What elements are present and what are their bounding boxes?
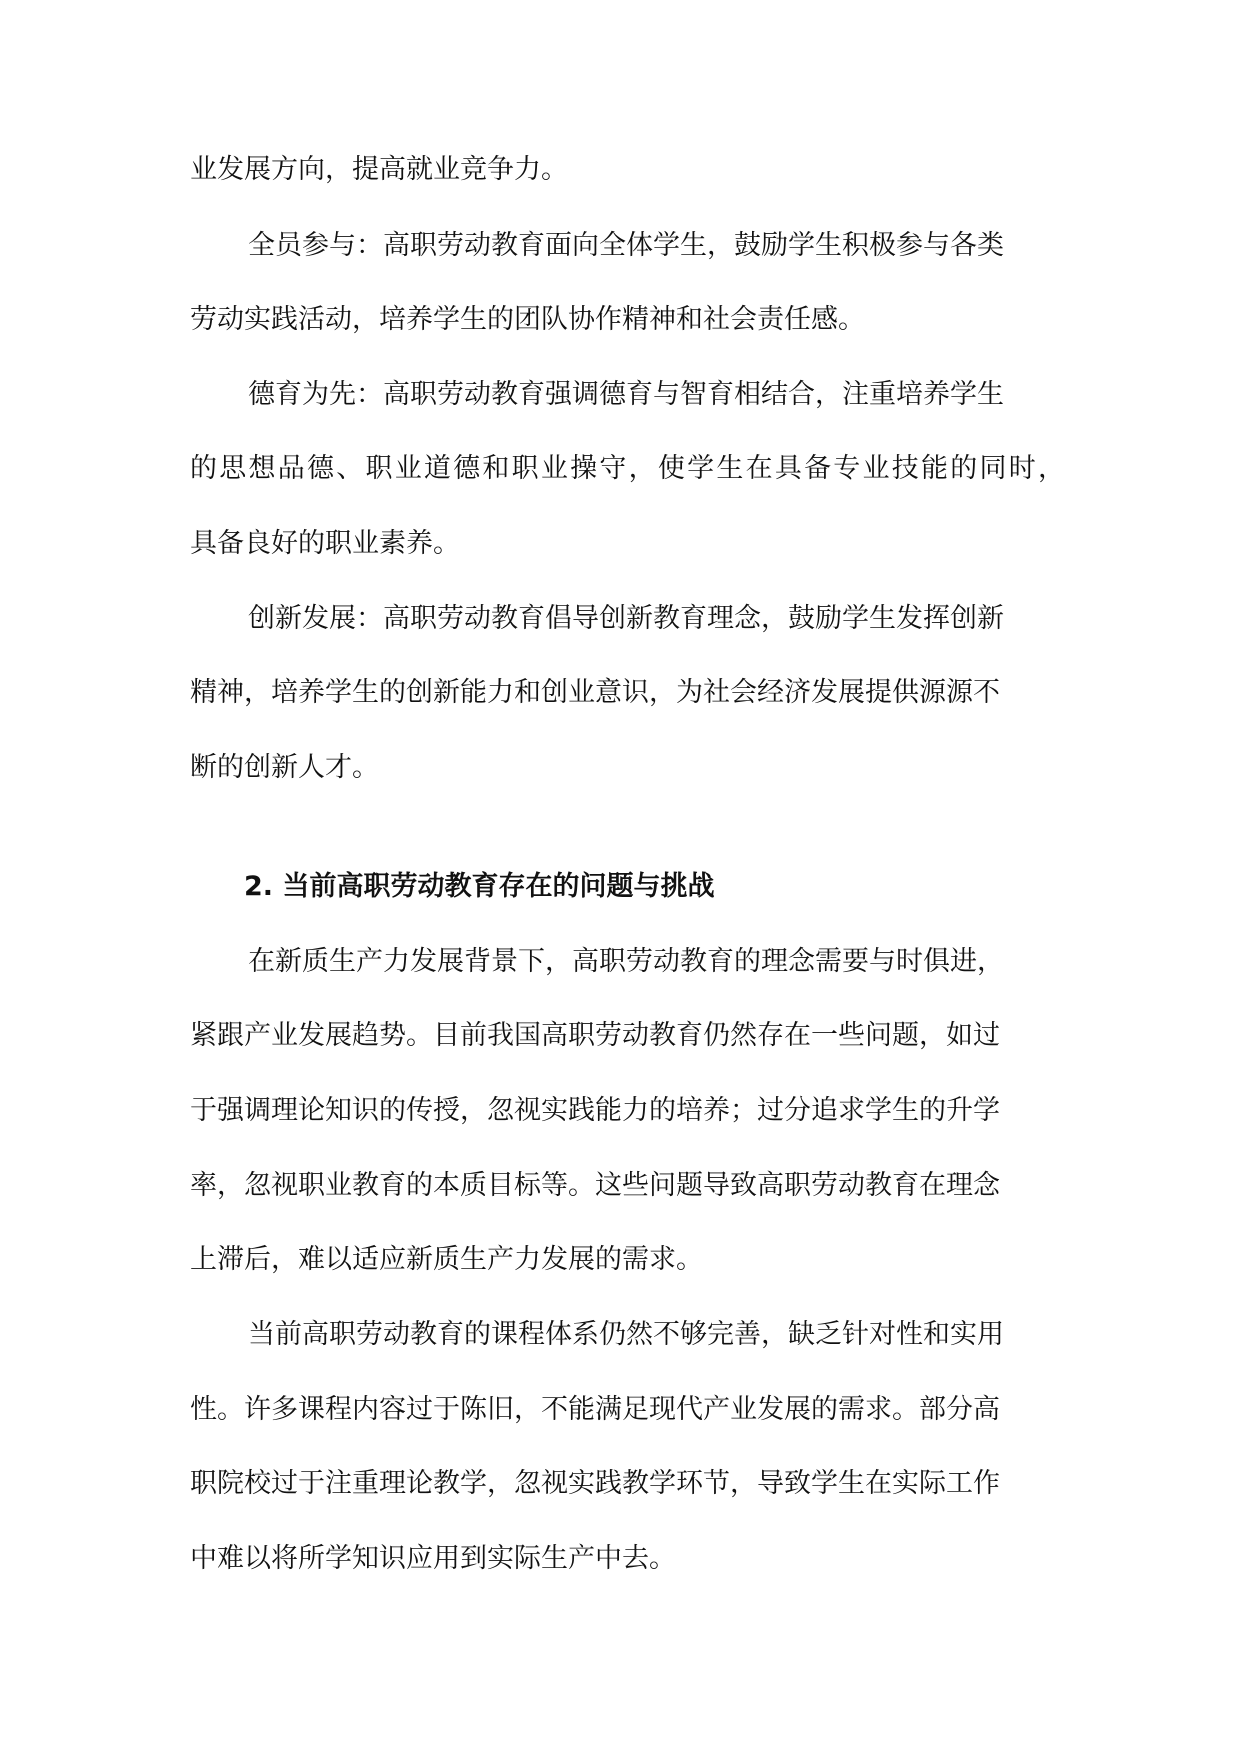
- paragraph-line: [0, 216, 1241, 276]
- paragraph-line: [0, 1081, 1241, 1141]
- section-heading-line: [0, 857, 1241, 917]
- text-line: 于强调理论知识的传授，忽视实践能力的培养；过分追求学生的升学: [190, 1095, 1000, 1126]
- text-line: 精神，培养学生的创新能力和创业意识，为社会经济发展提供源源不: [190, 677, 1000, 708]
- text-line: 全员参与：高职劳动教育面向全体学生，鼓励学生积极参与各类: [248, 230, 1004, 261]
- text-line: 劳动实践活动，培养学生的团队协作精神和社会责任感。: [190, 304, 865, 335]
- text-line: 当前高职劳动教育的课程体系仍然不够完善，缺乏针对性和实用: [248, 1319, 1004, 1350]
- text-line: 上滞后，难以适应新质生产力发展的需求。: [190, 1244, 703, 1275]
- text-line: 职院校过于注重理论教学，忽视实践教学环节，导致学生在实际工作: [190, 1468, 1000, 1499]
- paragraph-line: [0, 1380, 1241, 1440]
- paragraph-line: [0, 1529, 1241, 1589]
- text-line: 具备良好的职业素养。: [190, 528, 460, 559]
- paragraph-line: [0, 1156, 1241, 1216]
- paragraph-line: [0, 140, 1241, 200]
- paragraph-line: [0, 1454, 1241, 1514]
- paragraph-line: [0, 1230, 1241, 1290]
- paragraph-line: [0, 738, 1241, 798]
- text-line: 创新发展：高职劳动教育倡导创新教育理念，鼓励学生发挥创新: [248, 603, 1004, 634]
- text-line: 中难以将所学知识应用到实际生产中去。: [190, 1543, 676, 1574]
- paragraph-line: [0, 439, 1241, 499]
- paragraph-line: [0, 1006, 1241, 1066]
- section-heading: 2. 当前高职劳动教育存在的问题与挑战: [244, 871, 715, 902]
- text-line: 断的创新人才。: [190, 752, 379, 783]
- text-line: 性。许多课程内容过于陈旧，不能满足现代产业发展的需求。部分高: [190, 1394, 1000, 1425]
- paragraph-line: [0, 932, 1241, 992]
- text-line: 紧跟产业发展趋势。目前我国高职劳动教育仍然存在一些问题，如过: [190, 1020, 1000, 1051]
- paragraph-line: [0, 589, 1241, 649]
- paragraph-line: [0, 290, 1241, 350]
- text-line: 率，忽视职业教育的本质目标等。这些问题导致高职劳动教育在理念: [190, 1170, 1000, 1201]
- text-line: 德育为先：高职劳动教育强调德育与智育相结合，注重培养学生: [248, 379, 1004, 410]
- paragraph-line: [0, 663, 1241, 723]
- text-line: 业发展方向，提高就业竞争力。: [190, 154, 568, 185]
- text-line: 在新质生产力发展背景下，高职劳动教育的理念需要与时俱进，: [248, 946, 1004, 977]
- paragraph-line: [0, 514, 1241, 574]
- paragraph-line: [0, 1305, 1241, 1365]
- paragraph-line: [0, 365, 1241, 425]
- text-line: 的思想品德、职业道德和职业操守，使学生在具备专业技能的同时，: [190, 453, 1065, 484]
